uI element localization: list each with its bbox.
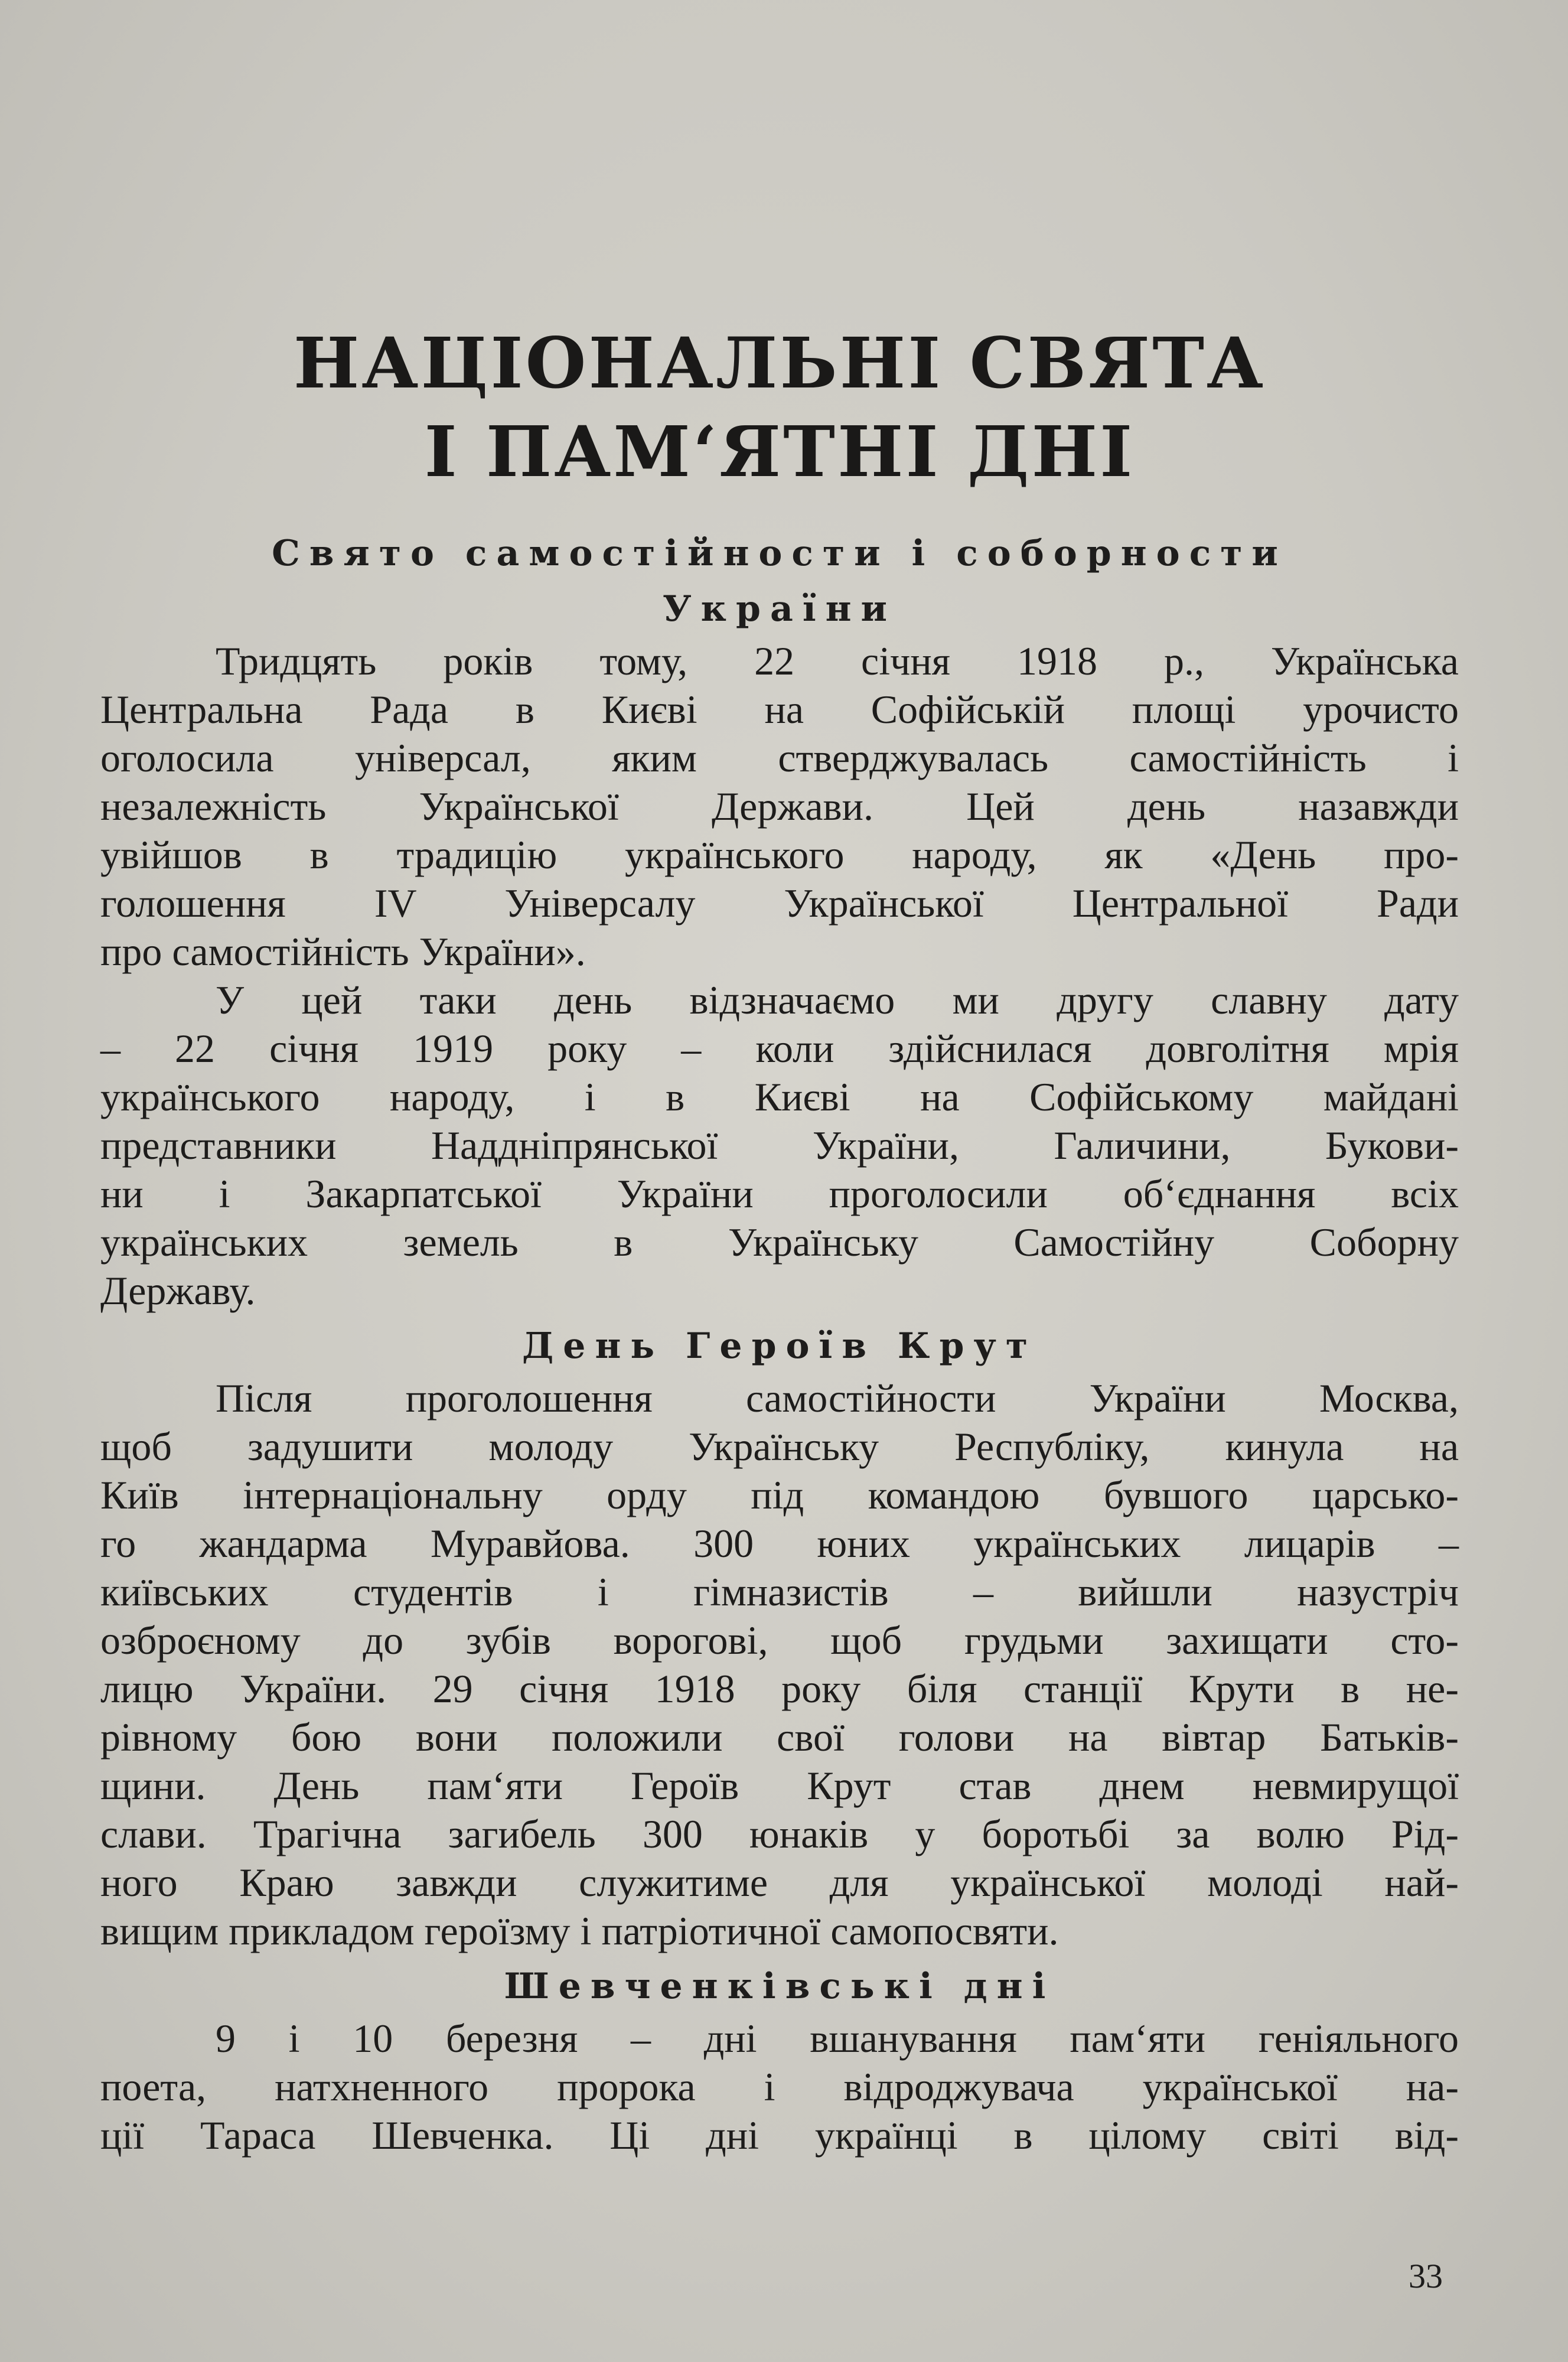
text-line: озброєному до зубів ворогові, щоб грудьми захищати сто- (100, 1618, 1459, 1663)
paragraph (100, 976, 1459, 1315)
text-line: ції Тараса Шевченка. Ці дні українці в цілому світі від- (100, 2113, 1459, 2158)
text-line: незалежність Української Держави. Цей день назавжди (100, 784, 1459, 829)
text-line: Після проголошення самостійности України Москва, (216, 1376, 1459, 1421)
text-line: У цей таки день відзначаємо ми другу славну дату (216, 978, 1459, 1022)
text-line: слави. Трагічна загибель 300 юнаків у боротьбі за волю Рід- (100, 1812, 1459, 1856)
text-line: щоб задушити молоду Українську Республіку, кинула на (100, 1424, 1459, 1469)
section-title-line: Шевченківські дні (504, 1966, 1055, 2007)
text-line: Київ інтернаціональну орду під командою бувшого царсько- (100, 1472, 1459, 1517)
section-title-shevchenko-days (100, 1959, 1459, 2014)
paragraph (100, 637, 1459, 976)
text-line: про самостійність України». (100, 929, 586, 974)
text-line: ного Краю завжди служитиме для української молоді най- (100, 1860, 1459, 1905)
text-line: рівному бою вони положили свої голови на вівтар Батьків- (100, 1715, 1459, 1760)
section-title-line: Свято самостійности і соборности (272, 533, 1287, 574)
section-title-line: України (662, 588, 897, 630)
text-line: ни і Закарпатської України проголосили об‘єднання всіх (100, 1171, 1459, 1216)
text-line: представники Наддніпрянської України, Галичини, Букови- (100, 1123, 1459, 1168)
paragraph (100, 2014, 1459, 2159)
text-line: увійшов в традицію українського народу, як «День про- (100, 832, 1459, 877)
chapter-title-line: НАЦІОНАЛЬНІ СВЯТА (293, 322, 1266, 404)
section-title-line: День Героїв Крут (521, 1325, 1038, 1367)
page-number: 33 (1409, 2257, 1443, 2295)
page-content (100, 319, 1459, 2159)
section-title-kruty-heroes-day (100, 1318, 1459, 1374)
text-line: голошення IV Універсалу Української Центральної Ради (100, 881, 1459, 926)
chapter-title-line: І ПАМ‘ЯТНІ ДНІ (424, 411, 1135, 493)
text-line: київських студентів і гімназистів – вийшли назустріч (100, 1569, 1459, 1614)
section-title-independence-day (100, 526, 1459, 637)
text-line: українських земель в Українську Самостійну Соборну (100, 1220, 1459, 1265)
text-line: лицю України. 29 січня 1918 року біля станції Крути в не- (100, 1666, 1459, 1711)
text-line: го жандарма Муравйова. 300 юних українських лицарів – (100, 1521, 1459, 1566)
text-line: Державу. (100, 1268, 256, 1313)
text-line: українського народу, і в Києві на Софійському майдані (100, 1074, 1459, 1119)
paragraph (100, 1374, 1459, 1955)
text-line: 9 і 10 березня – дні вшанування пам‘яти геніяльного (216, 2016, 1459, 2061)
text-line: – 22 січня 1919 року – коли здійснилася довголітня мрія (100, 1026, 1459, 1071)
text-line: Тридцять років тому, 22 січня 1918 р., Українська (216, 638, 1459, 683)
text-line: щини. День пам‘яти Героїв Крут став днем невмирущої (100, 1763, 1459, 1808)
text-line: Центральна Рада в Києві на Софійській площі урочисто (100, 687, 1459, 732)
text-line: оголосила універсал, яким стверджувалась самостійність і (100, 735, 1459, 780)
text-line: поета, натхненного пророка і відроджувача української на- (100, 2064, 1459, 2109)
text-line: вищим прикладом героїзму і патріотичної самопосвяти. (100, 1908, 1059, 1953)
chapter-title (100, 319, 1459, 496)
